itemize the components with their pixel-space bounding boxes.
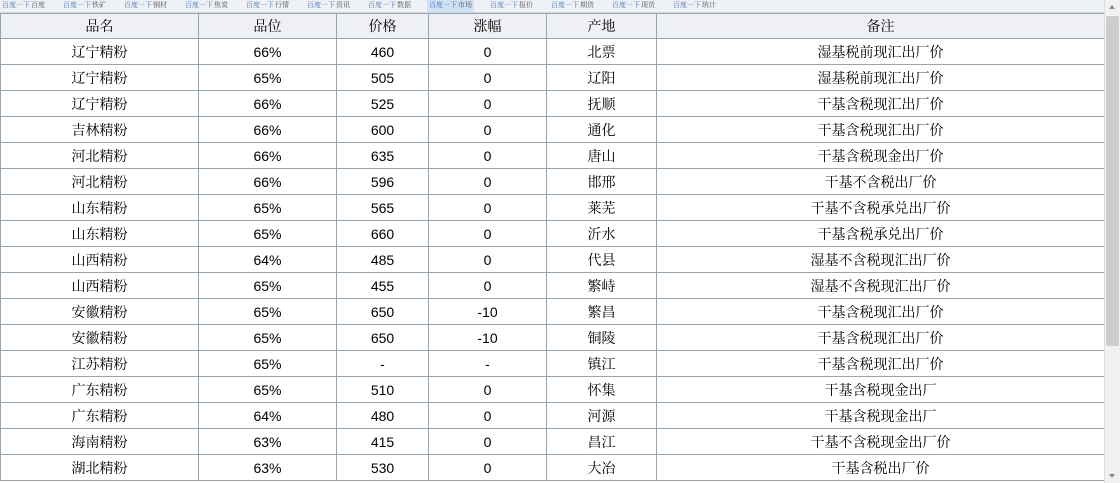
cell-origin: 沂水 [547,221,657,247]
table-row [1,65,1105,91]
cell-name: 安徽精粉 [1,325,199,351]
bookmarks-bar[interactable] [0,0,1120,13]
cell-origin: 代县 [547,247,657,273]
bookmark-item[interactable] [61,0,108,12]
cell-origin: 莱芜 [547,195,657,221]
cell-change: 0 [429,169,547,195]
cell-price: 480 [337,403,429,429]
bookmark-favicon-icon: 百度一下 [2,2,30,9]
cell-price: 415 [337,429,429,455]
cell-price: 530 [337,455,429,481]
cell-price: 510 [337,377,429,403]
cell-price: 525 [337,91,429,117]
cell-note: 干基含税承兑出厂价 [657,221,1105,247]
bookmark-favicon-icon: 百度一下 [368,2,396,9]
bookmark-label: 现货 [641,2,655,9]
bookmark-label: 数据 [397,2,411,9]
cell-name: 河北精粉 [1,143,199,169]
cell-grade: 64% [199,403,337,429]
cell-origin: 邯邢 [547,169,657,195]
cell-note: 干基含税现汇出厂价 [657,351,1105,377]
table-row [1,429,1105,455]
cell-origin: 抚顺 [547,91,657,117]
table-row [1,221,1105,247]
cell-price: 455 [337,273,429,299]
cell-name: 湖北精粉 [1,455,199,481]
cell-note: 干基不含税承兑出厂价 [657,195,1105,221]
table-row [1,169,1105,195]
bookmark-item[interactable] [305,0,352,12]
bookmark-label: 钢材 [153,2,167,9]
cell-grade: 66% [199,143,337,169]
cell-change: 0 [429,429,547,455]
table-row [1,91,1105,117]
cell-grade: 65% [199,195,337,221]
iron-ore-price-table [0,13,1105,481]
bookmark-item[interactable] [183,0,230,12]
cell-name: 辽宁精粉 [1,91,199,117]
bookmark-label: 报价 [519,2,533,9]
table-body [1,39,1105,481]
cell-note: 湿基不含税现汇出厂价 [657,247,1105,273]
cell-name: 广东精粉 [1,377,199,403]
cell-name: 广东精粉 [1,403,199,429]
caret-up-icon [1109,5,1115,9]
column-header-price: 价格 [337,14,429,39]
cell-price: 650 [337,299,429,325]
bookmark-favicon-icon: 百度一下 [551,2,579,9]
bookmark-item[interactable] [366,0,413,12]
table-row [1,143,1105,169]
bookmark-favicon-icon: 百度一下 [185,2,213,9]
table-row [1,273,1105,299]
cell-change: 0 [429,221,547,247]
table-row [1,455,1105,481]
cell-name: 辽宁精粉 [1,65,199,91]
cell-price: 485 [337,247,429,273]
bookmark-favicon-icon: 百度一下 [429,2,457,9]
cell-note: 干基含税出厂价 [657,455,1105,481]
bookmark-item[interactable] [549,0,596,12]
table-header-row [1,14,1105,39]
cell-name: 安徽精粉 [1,299,199,325]
table-row [1,325,1105,351]
cell-origin: 昌江 [547,429,657,455]
cell-origin: 繁昌 [547,299,657,325]
column-header-note: 备注 [657,14,1105,39]
cell-grade: 63% [199,429,337,455]
bookmark-item[interactable] [427,0,474,12]
bookmark-favicon-icon: 百度一下 [63,2,91,9]
cell-grade: 66% [199,91,337,117]
cell-change: -10 [429,299,547,325]
bookmark-label: 统计 [702,2,716,9]
cell-name: 山西精粉 [1,273,199,299]
cell-grade: 65% [199,377,337,403]
cell-origin: 铜陵 [547,325,657,351]
cell-price: 650 [337,325,429,351]
table-row [1,195,1105,221]
cell-change: 0 [429,455,547,481]
cell-price: - [337,351,429,377]
column-header-grade: 品位 [199,14,337,39]
cell-note: 湿基税前现汇出厂价 [657,65,1105,91]
cell-change: 0 [429,377,547,403]
cell-grade: 65% [199,273,337,299]
column-header-change: 涨幅 [429,14,547,39]
bookmark-favicon-icon: 百度一下 [124,2,152,9]
scroll-up-button[interactable] [1105,0,1120,15]
cell-grade: 65% [199,221,337,247]
column-header-origin: 产地 [547,14,657,39]
vertical-scrollbar[interactable] [1104,0,1120,483]
cell-grade: 65% [199,325,337,351]
bookmark-label: 焦炭 [214,2,228,9]
cell-name: 吉林精粉 [1,117,199,143]
bookmark-label: 百度 [31,2,45,9]
cell-change: 0 [429,91,547,117]
cell-change: 0 [429,65,547,91]
table-row [1,39,1105,65]
cell-origin: 北票 [547,39,657,65]
bookmark-label: 行情 [275,2,289,9]
cell-price: 460 [337,39,429,65]
cell-name: 辽宁精粉 [1,39,199,65]
cell-grade: 64% [199,247,337,273]
cell-price: 596 [337,169,429,195]
cell-name: 海南精粉 [1,429,199,455]
cell-note: 湿基税前现汇出厂价 [657,39,1105,65]
cell-change: -10 [429,325,547,351]
cell-note: 干基不含税出厂价 [657,169,1105,195]
table-row [1,117,1105,143]
table-row [1,403,1105,429]
cell-price: 635 [337,143,429,169]
bookmark-favicon-icon: 百度一下 [246,2,274,9]
cell-note: 干基含税现金出厂 [657,377,1105,403]
cell-name: 江苏精粉 [1,351,199,377]
bookmark-label: 铁矿 [92,2,106,9]
caret-down-icon [1109,474,1115,478]
bookmark-item[interactable] [610,0,657,12]
cell-price: 600 [337,117,429,143]
cell-change: - [429,351,547,377]
cell-origin: 大冶 [547,455,657,481]
bookmark-item[interactable] [122,0,169,12]
bookmark-item[interactable] [0,0,47,12]
cell-name: 河北精粉 [1,169,199,195]
cell-price: 660 [337,221,429,247]
cell-origin: 繁峙 [547,273,657,299]
table-row [1,377,1105,403]
table-row [1,351,1105,377]
cell-origin: 辽阳 [547,65,657,91]
cell-name: 山西精粉 [1,247,199,273]
bookmark-favicon-icon: 百度一下 [612,2,640,9]
cell-origin: 通化 [547,117,657,143]
price-table-container [0,13,1104,481]
cell-note: 干基不含税现金出厂价 [657,429,1105,455]
cell-grade: 66% [199,169,337,195]
cell-grade: 65% [199,351,337,377]
cell-change: 0 [429,247,547,273]
cell-note: 干基含税现汇出厂价 [657,325,1105,351]
bookmark-label: 期货 [580,2,594,9]
cell-grade: 65% [199,299,337,325]
cell-change: 0 [429,117,547,143]
cell-name: 山东精粉 [1,221,199,247]
cell-note: 干基含税现金出厂价 [657,143,1105,169]
cell-change: 0 [429,39,547,65]
cell-note: 干基含税现汇出厂价 [657,299,1105,325]
cell-grade: 63% [199,455,337,481]
column-header-name: 品名 [1,14,199,39]
cell-price: 505 [337,65,429,91]
cell-grade: 65% [199,65,337,91]
cell-note: 干基含税现汇出厂价 [657,117,1105,143]
cell-name: 山东精粉 [1,195,199,221]
scrollbar-thumb[interactable] [1106,16,1119,346]
bookmark-item[interactable] [671,0,718,12]
cell-grade: 66% [199,117,337,143]
cell-note: 干基含税现金出厂 [657,403,1105,429]
cell-change: 0 [429,403,547,429]
cell-origin: 唐山 [547,143,657,169]
cell-change: 0 [429,195,547,221]
table-row [1,247,1105,273]
cell-origin: 怀集 [547,377,657,403]
cell-change: 0 [429,143,547,169]
cell-origin: 镇江 [547,351,657,377]
bookmark-label: 市场 [458,2,472,9]
bookmark-favicon-icon: 百度一下 [307,2,335,9]
cell-note: 干基含税现汇出厂价 [657,91,1105,117]
cell-change: 0 [429,273,547,299]
cell-price: 565 [337,195,429,221]
bookmark-item[interactable] [488,0,535,12]
scroll-down-button[interactable] [1105,468,1120,483]
table-row [1,299,1105,325]
cell-origin: 河源 [547,403,657,429]
cell-grade: 66% [199,39,337,65]
bookmark-favicon-icon: 百度一下 [490,2,518,9]
bookmark-label: 资讯 [336,2,350,9]
bookmark-favicon-icon: 百度一下 [673,2,701,9]
cell-note: 湿基不含税现汇出厂价 [657,273,1105,299]
bookmark-item[interactable] [244,0,291,12]
